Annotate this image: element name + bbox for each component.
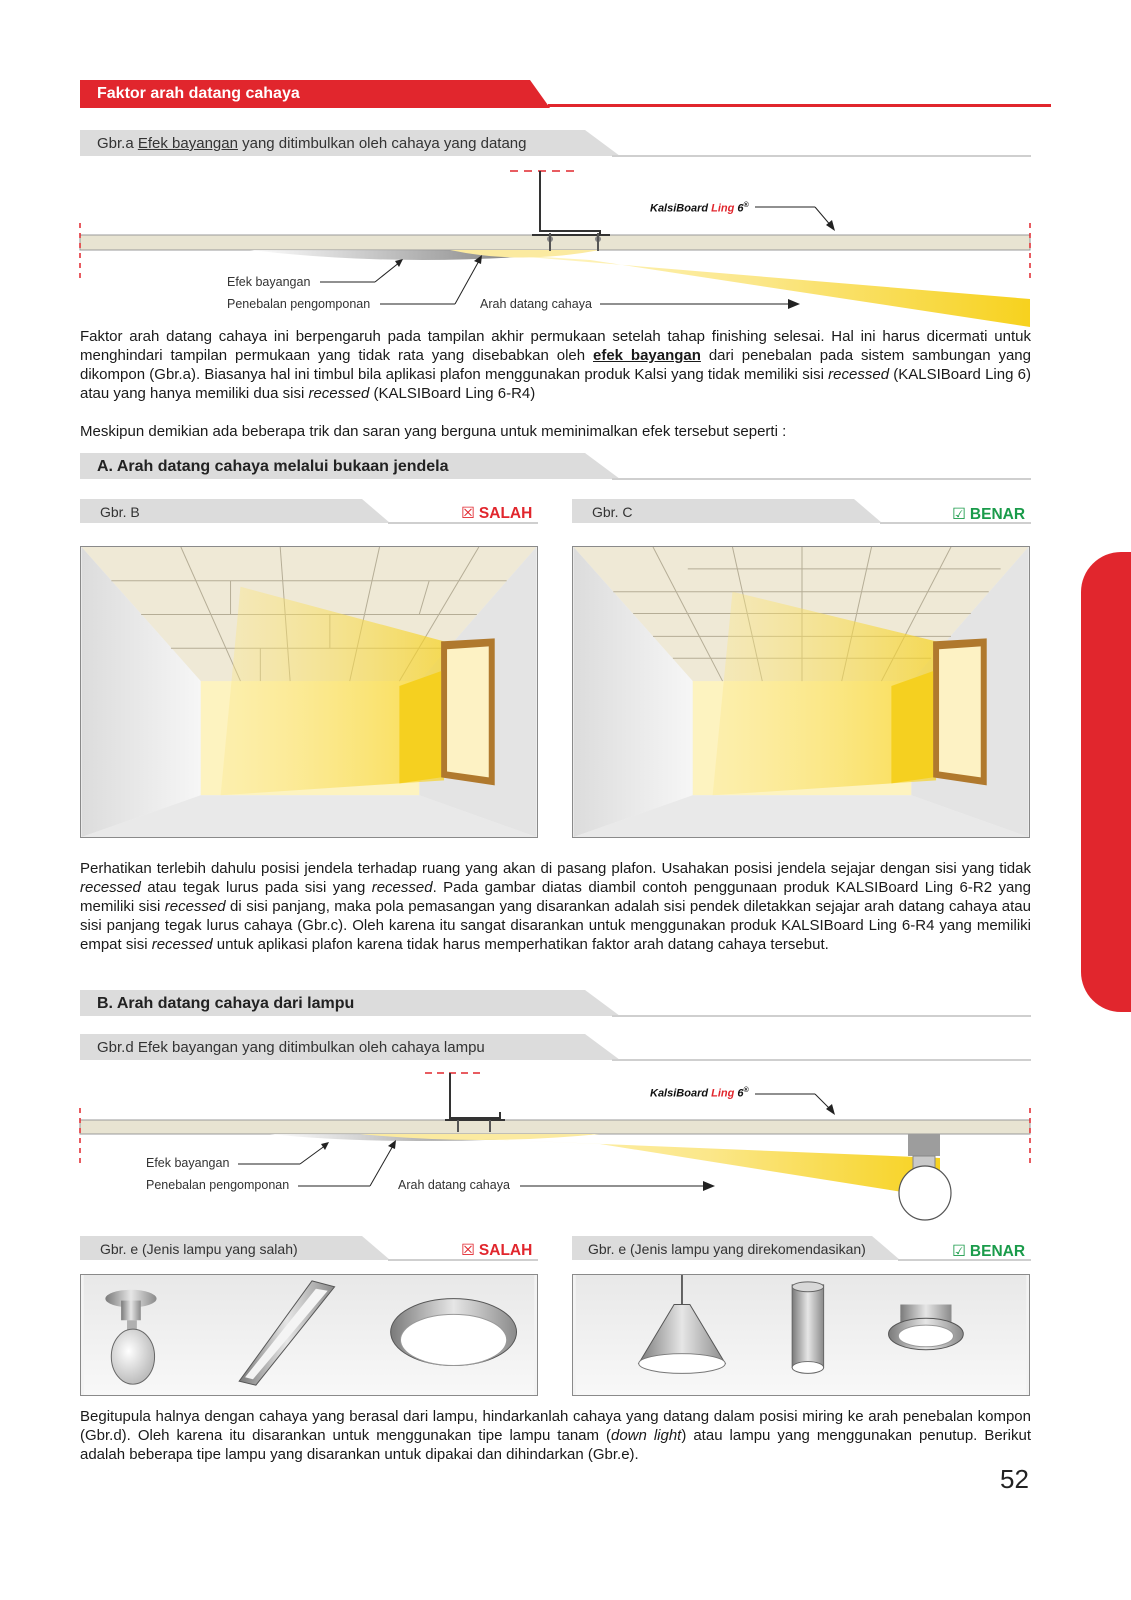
- label-shadow-effect: Efek bayangan: [227, 275, 311, 289]
- check-icon: ☑: [952, 506, 966, 523]
- section-a-rule: [612, 478, 1031, 480]
- figure-c-right-badge: ☑ BENAR: [952, 506, 1026, 523]
- figure-b-room-illustration: [80, 546, 538, 838]
- brand-logo: KalsiBoard Ling 6®: [650, 202, 749, 215]
- section-b-rule: [612, 1015, 1031, 1017]
- intro-note: Meskipun demikian ada beberapa trik dan saran yang berguna untuk meminimalkan efek tersebut seperti :: [80, 423, 787, 440]
- intro-paragraph: Faktor arah datang cahaya ini berpengaruh pada tampilan akhir permukaan setelah tahap finishing selesai. Hal ini harus dicermati untuk menghindari tampilan permukaan yang tidak rata yang disebabkan oleh efek bayangan dari penebalan pada sistem sambungan yang dikompon (Gbr.a). Biasanya hal ini timbul bila aplikasi plafon menggunakan produk Kalsi yang tidak memiliki sisi recessed (KALSIBoard Ling 6) atau yang hanya memiliki dua sisi recessed (KALSIBoard Ling 6-R4): [80, 328, 1032, 402]
- label-light-direction-d: Arah datang cahaya: [398, 1178, 510, 1192]
- section-a-paragraph: Perhatikan terlebih dahulu posisi jendela terhadap ruang yang akan di pasang plafon. Usahakan posisi jendela sejajar dengan sisi yang tidak recessed atau tegak lurus pada sisi yang recessed. Pada gambar diatas diambil contoh penggunaan produk KALSIBoard Ling 6-R2 yang memiliki sisi recessed di sisi panjang, maka pola pemasangan yang disarankan adalah sisi pendek diletakkan sejajar arah datang cahaya atau sisi panjang tegak lurus cahaya (Gbr.c). Oleh karena itu sangat disarankan untuk menggunakan produk KALSIBoard Ling 6-R4 yang memiliki empat sisi recessed untuk aplikasi plafon karena tidak harus memperhatikan faktor arah datang cahaya tersebut.: [80, 860, 1031, 953]
- header-rule: [548, 104, 1051, 107]
- figure-b-caption: Gbr. B: [100, 504, 140, 520]
- section-b-paragraph: Begitupula halnya dengan cahaya yang berasal dari lampu, hindarkanlah cahaya yang datang dalam posisi miring ke arah penebalan kompon (Gbr.d). Oleh karena itu disarankan untuk menggunakan tipe lampu tanam (down light) atau lampu yang menggunakan penutup. Berikut adalah beberapa tipe lampu yang disarankan untuk dipakai dan dihindarkan (Gbr.e).: [80, 1408, 1031, 1463]
- figure-a-caption-rule: [612, 155, 1031, 157]
- figure-e-right-badge: ☑ BENAR: [952, 1243, 1026, 1260]
- figure-c-caption: Gbr. C: [592, 504, 633, 520]
- label-shadow-effect-d: Efek bayangan: [146, 1156, 230, 1170]
- figure-e-right-caption: Gbr. e (Jenis lampu yang direkomendasikan): [588, 1241, 866, 1257]
- figure-d-diagram: [70, 1068, 1040, 1228]
- wrong-icon: ☒: [461, 1242, 475, 1259]
- figure-e-wrong-caption: Gbr. e (Jenis lampu yang salah): [100, 1241, 298, 1257]
- label-compound-thickening: Penebalan pengomponan: [227, 297, 371, 311]
- page-title: Faktor arah datang cahaya: [97, 85, 300, 102]
- label-compound-thickening-d: Penebalan pengomponan: [146, 1178, 290, 1192]
- section-a-title: A. Arah datang cahaya melalui bukaan jendela: [97, 458, 449, 475]
- figure-b-wrong-badge: ☒ SALAH: [461, 505, 533, 522]
- figure-a-caption: Gbr.a Efek bayangan yang ditimbulkan oleh cahaya yang datang: [97, 135, 527, 152]
- figure-e-wrong-badge: ☒ SALAH: [461, 1242, 533, 1259]
- figure-c-room-illustration: [572, 546, 1030, 838]
- chapter-side-tab: [1081, 552, 1131, 1012]
- page-number: 52: [1000, 1464, 1029, 1494]
- check-icon: ☑: [952, 1243, 966, 1260]
- wrong-icon: ☒: [461, 505, 475, 522]
- recommended-lamps-illustration: [572, 1274, 1030, 1396]
- section-b-title: B. Arah datang cahaya dari lampu: [97, 995, 355, 1012]
- label-light-direction: Arah datang cahaya: [480, 297, 592, 311]
- brand-logo-d: KalsiBoard Ling 6®: [650, 1087, 749, 1100]
- wrong-lamps-illustration: [80, 1274, 538, 1396]
- figure-d-rule: [612, 1059, 1031, 1061]
- figure-d-caption: Gbr.d Efek bayangan yang ditimbulkan oleh cahaya lampu: [97, 1039, 485, 1056]
